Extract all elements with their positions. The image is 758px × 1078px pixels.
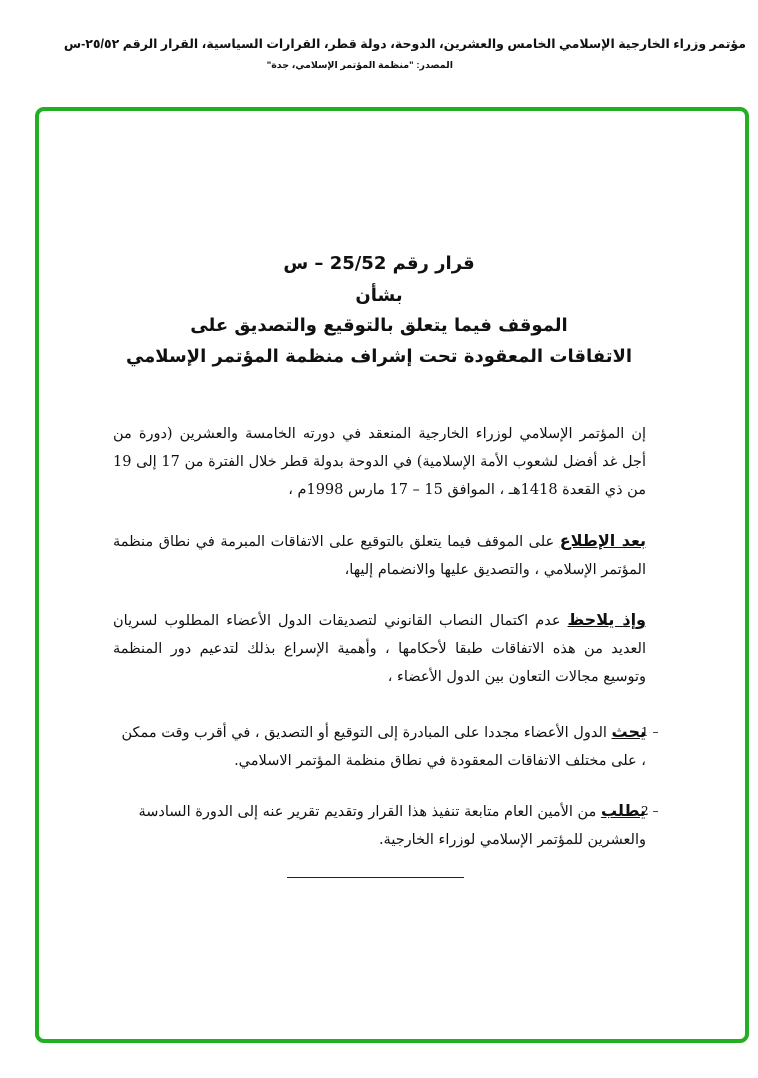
end-separator-line	[287, 877, 464, 878]
item-text: من الأمين العام متابعة تنفيذ هذا القرار وتقديم تقرير عنه إلى الدورة السادسة والعشرين للمؤتمر الإسلامي لوزراء الخارجية.	[138, 804, 646, 848]
item-text: الدول الأعضاء مجددا على المبادرة إلى التوقيع أو التصديق ، في أقرب وقت ممكن ، على مختلف الاتفاقات المعقودة في نطاق منظمة المؤتمر الاسلامي.	[121, 725, 646, 769]
paragraph-text: عدم اكتمال النصاب القانوني لتصديقات الدول الأعضاء المطلوب لسريان العديد من هذه الاتفاقات طبقا لأحكامها ، وأهمية الإسراع بذلك لتدعيم دور المنظمة وتوسيع مجالات التعاون بين الدول الأعضاء ،	[113, 613, 646, 685]
item-keyword: يطلب	[600, 801, 646, 820]
resolution-number: قرار رقم 25/52 – س	[283, 253, 475, 274]
item-number: 1 –	[641, 725, 659, 739]
item-keyword: يحث	[611, 722, 646, 741]
document-header: مؤتمر وزراء الخارجية الإسلامي الخامس والعشرين، الدوحة، دولة قطر، القرارات السياسية، القرار الرقم ٢٥/٥٢-س	[63, 37, 746, 51]
preamble-paragraph: إن المؤتمر الإسلامي لوزراء الخارجية المنعقد في دورته الخامسة والعشرين (دورة من أجل غد أفضل لشعوب الأمة الإسلامية) في الدوحة بدولة قطر خلال الفترة من 17 إلى 19 من ذي القعدة 1418هـ ، الموافق 15 – 17 مارس 1998م ،	[113, 426, 646, 498]
paragraph-keyword: بعد الإطلاع	[559, 531, 646, 550]
operative-item-1	[113, 718, 659, 775]
item-number: 2 –	[641, 804, 659, 818]
paragraph-text: على الموقف فيما يتعلق بالتوقيع على الاتفاقات المبرمة في نطاق منظمة المؤتمر الإسلامي ، والتصديق عليها والانضمام إليها،	[113, 534, 646, 578]
operative-item-2	[113, 797, 659, 854]
title-regarding: بشأن	[355, 285, 403, 306]
paragraph-having-reviewed	[113, 527, 646, 584]
title-subject-1: الموقف فيما يتعلق بالتوقيع والتصديق على	[190, 315, 568, 336]
document-source: المصدر: "منظمة المؤتمر الإسلامي، جدة"	[266, 60, 453, 71]
paragraph-keyword: وإذ يلاحظ	[567, 610, 647, 629]
paragraph-noting	[113, 606, 646, 691]
title-subject-2: الاتفاقات المعقودة تحت إشراف منظمة المؤتمر الإسلامي	[125, 346, 633, 367]
